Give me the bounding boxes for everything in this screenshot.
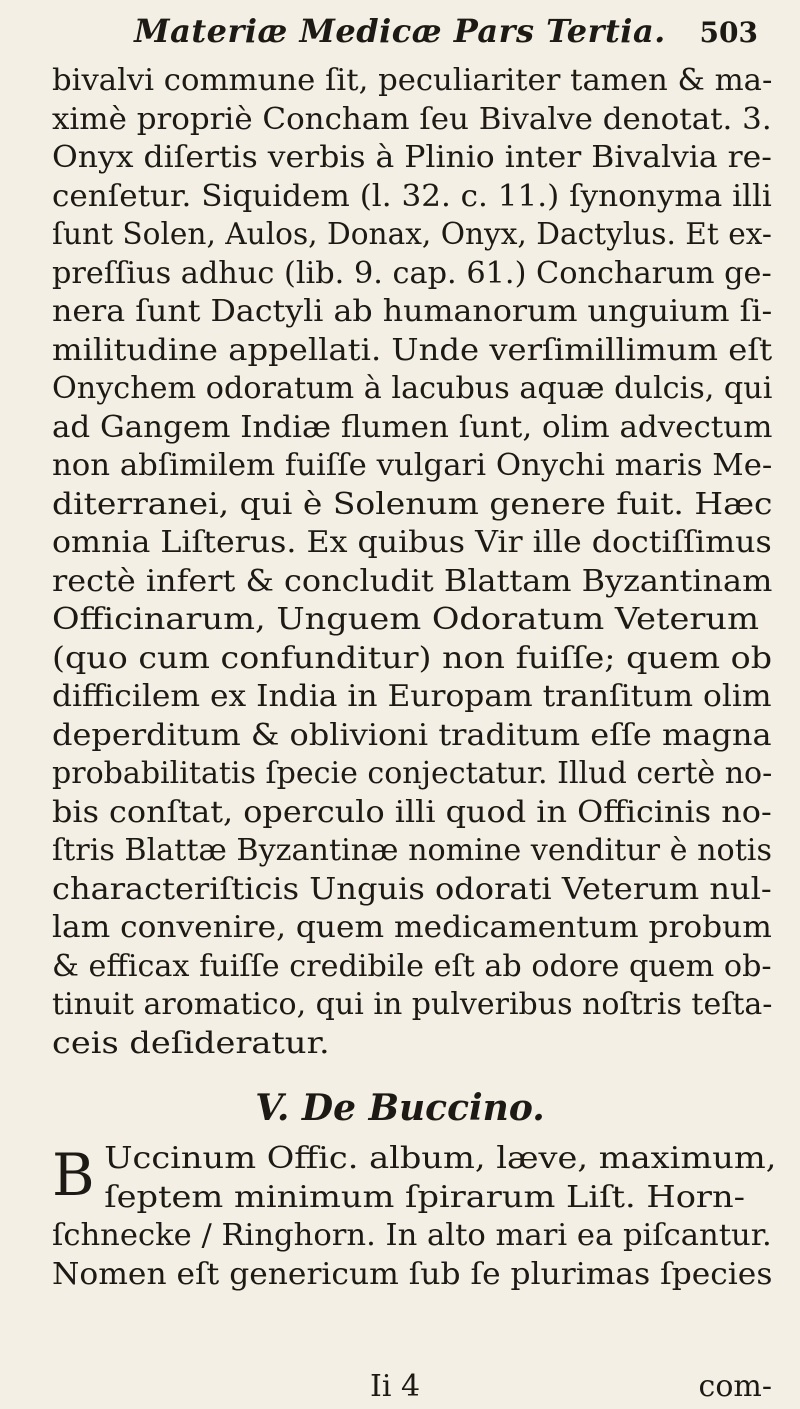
running-title: Materiæ Medicæ Pars Tertia. <box>134 12 666 50</box>
text-line: bivalvi commune ſit, peculiariter tamen & ma- <box>52 63 773 98</box>
text-line: ximè propriè Concham ſeu Bivalve denotat. 3. <box>52 101 772 137</box>
text-line: tinuit aromatico, qui in pulveribus noſtris teſta- <box>52 987 773 1022</box>
text-line: ſchnecke / Ringhorn. In alto mari ea piſcantur. <box>52 1218 772 1253</box>
text-line: militudine appellati. Unde verſimillimum eſt <box>52 332 773 368</box>
page-header <box>0 6 800 62</box>
text-line: Officinarum, Unguem Odoratum Veterum <box>52 602 759 637</box>
page-number: 503 <box>699 16 758 49</box>
drop-cap: B <box>52 1141 95 1209</box>
section-heading: V. De Buccino. <box>255 1087 545 1129</box>
text-line: Onychem odoratum à lacubus aquæ dulcis, qui <box>52 371 773 406</box>
text-line: Uccinum Offic. album, læve, maximum, <box>104 1141 777 1176</box>
text-line: ceis deſideratur. <box>52 1025 330 1061</box>
text-line: diterranei, qui è Solenum genere fuit. Hæc <box>52 486 773 522</box>
signature-mark: Ii 4 <box>370 1369 421 1404</box>
page-footer <box>52 1369 772 1405</box>
text-line: Onyx diſertis verbis à Plinio inter Bivalvia re- <box>52 140 772 175</box>
text-line: nera ſunt Dactyli ab humanorum unguium ſi- <box>52 294 773 329</box>
text-line: ad Gangem Indiæ flumen ſunt, olim advectum <box>52 409 773 445</box>
text-line: deperditum & oblivioni traditum eſſe magna <box>52 717 772 753</box>
text-line: difficilem ex India in Europam tranſitum olim <box>52 679 772 714</box>
text-line: bis conſtat, operculo illi quod in Officinis no- <box>52 794 772 830</box>
catchword: com- <box>698 1369 772 1404</box>
text-line: non abſimilem fuiſſe vulgari Onychi maris Me- <box>52 448 773 483</box>
text-line: ſeptem minimum ſpirarum Liſt. Horn- <box>104 1179 745 1215</box>
body-text <box>52 62 772 1063</box>
text-line: preſſius adhuc (lib. 9. cap. 61.) Concharum ge- <box>52 255 772 291</box>
text-line: ſtris Blattæ Byzantinæ nomine venditur è notis <box>52 833 772 868</box>
text-line: characteriſticis Unguis odorati Veterum nul- <box>52 871 772 907</box>
text-line: & efficax fuiſſe credibile eſt ab odore quem ob- <box>52 948 772 984</box>
text-line: omnia Liſterus. Ex quibus Vir ille doctiſſimus <box>52 525 772 560</box>
text-line: ſunt Solen, Aulos, Donax, Onyx, Dactylus. Et ex- <box>52 217 772 252</box>
section-body <box>52 1140 777 1294</box>
text-line: (quo cum confunditur) non fuiſſe; quem ob <box>52 640 773 676</box>
text-line: Nomen eſt genericum ſub ſe plurimas ſpecies <box>52 1256 773 1292</box>
text-line: rectè infert & concludit Blattam Byzantinam <box>52 563 773 599</box>
text-line: probabilitatis ſpecie conjectatur. Illud certè no- <box>52 756 773 791</box>
text-line: cenſetur. Siquidem (l. 32. c. 11.) ſynonyma illi <box>52 178 772 214</box>
text-line: lam convenire, quem medicamentum probum <box>52 910 772 945</box>
